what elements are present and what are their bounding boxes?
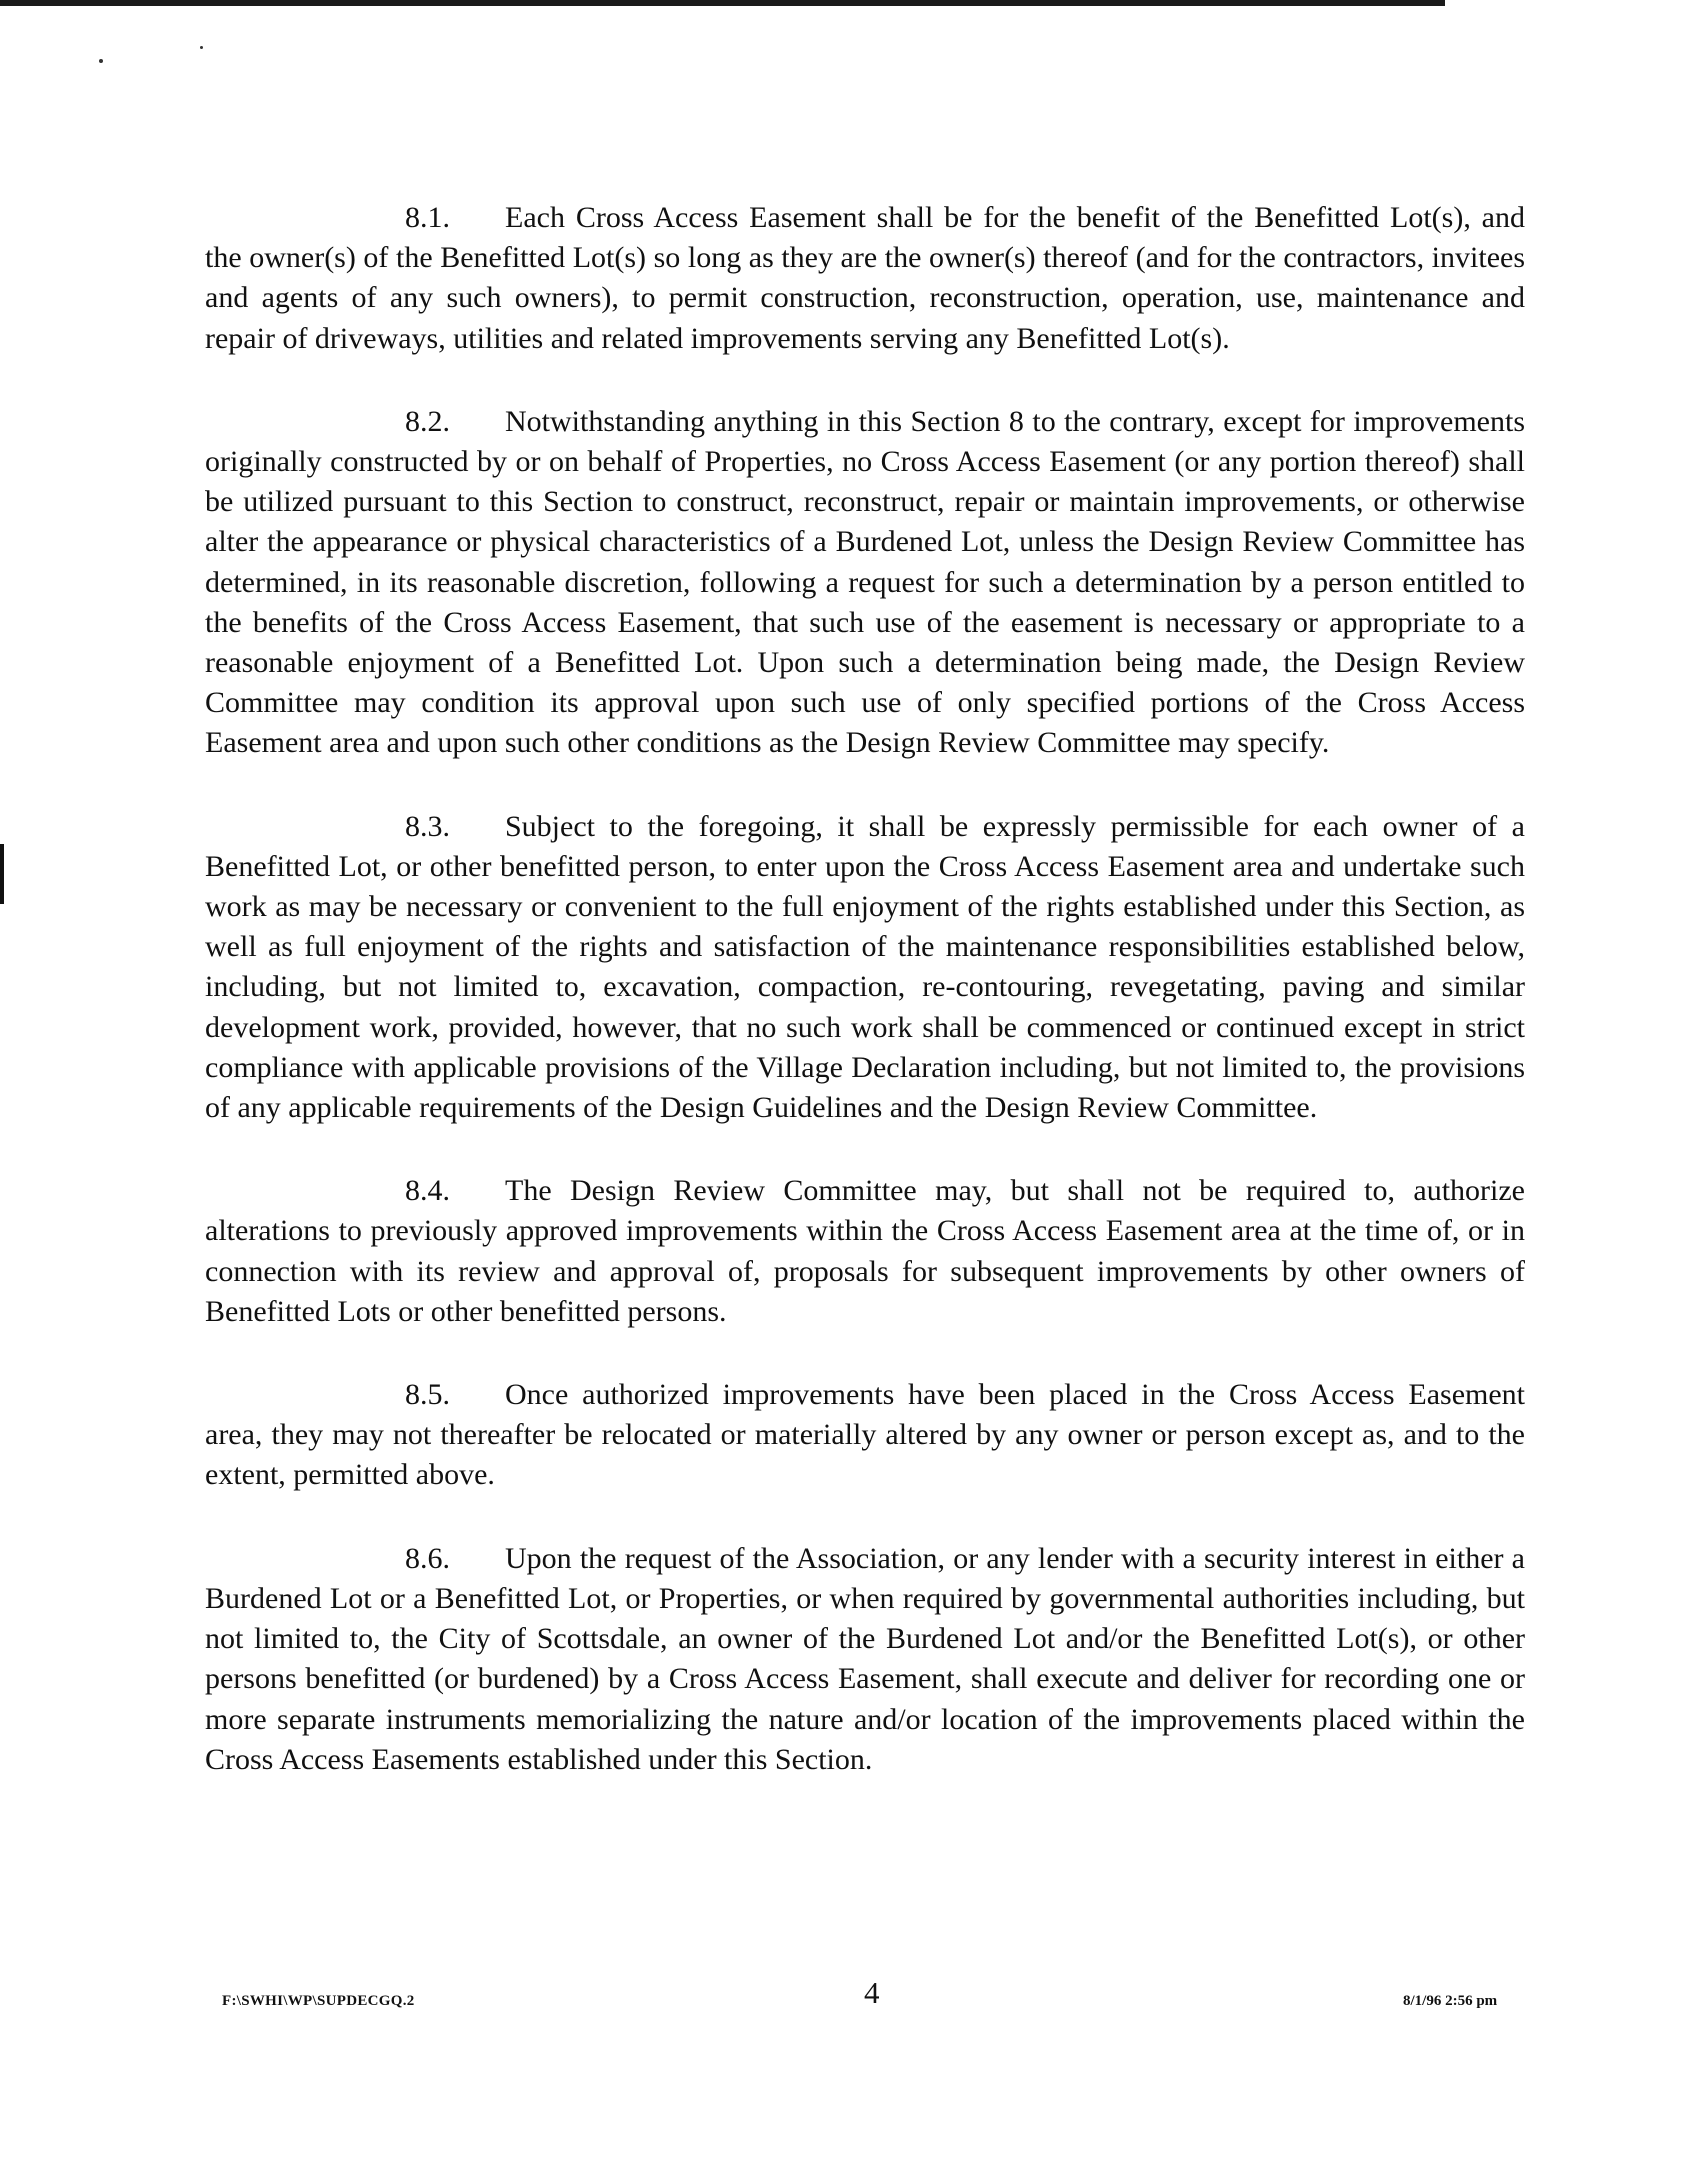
section-8-5 — [205, 1375, 1525, 1496]
section-number: 8.1. — [405, 201, 450, 234]
section-8-3 — [205, 807, 1525, 1129]
scan-edge-mark — [0, 844, 4, 904]
section-8-1 — [205, 198, 1525, 359]
scan-speck — [200, 46, 203, 49]
scan-speck — [99, 59, 103, 63]
section-text: The Design Review Committee may, but shall not be required to, authorize alterations to previously approved improvements within the Cross Access Easement area at the time of, or in connection with its review and approval of, proposals for subsequent improvements by other owners of Benefitted Lots or other benefitted persons. — [205, 1174, 1525, 1328]
section-text: Subject to the foregoing, it shall be expressly permissible for each owner of a Benefitted Lot, or other benefitted person, to enter upon the Cross Access Easement area and undertake such work as may be necessary or convenient to the full enjoyment of the rights established under this Section, as well as full enjoyment of the rights and satisfaction of the maintenance responsibilities established below, including, but not limited to, excavation, compaction, re-contouring, revegetating, paving and similar development work, provided, however, that no such work shall be commenced or continued except in strict compliance with applicable provisions of the Village Declaration including, but not limited to, the provisions of any applicable requirements of the Design Guidelines and the Design Review Committee. — [205, 809, 1525, 1125]
section-text: Upon the request of the Association, or any lender with a security interest in either a Burdened Lot or a Benefitted Lot, or Properties, or when required by governmental authorities including, but not limited to, the City of Scottsdale, an owner of the Burdened Lot and/or the Benefitted Lot(s), or other persons benefitted (or burdened) by a Cross Access Easement, shall execute and deliver for recording one or more separate instruments memorializing the nature and/or location of the improvements placed within the Cross Access Easements established under this Section. — [205, 1541, 1525, 1776]
section-number: 8.6. — [405, 1541, 450, 1575]
footer-file-path: F:\SWHI\WP\SUPDECGQ.2 — [222, 1993, 415, 2009]
section-number: 8.4. — [405, 1174, 450, 1208]
section-number: 8.2. — [405, 404, 450, 438]
section-text: Once authorized improvements have been placed in the Cross Access Easement area, they may not thereafter be relocated or materially altered by any owner or person except as, and to the extent, permitted above. — [205, 1378, 1525, 1492]
section-text: Notwithstanding anything in this Section 8 to the contrary, except for improvements originally constructed by or on behalf of Properties, no Cross Access Easement (or any portion thereof) shall be utilized pursuant to this Section to construct, reconstruct, repair or maintain improvements, or otherwise alter the appearance or physical characteristics of a Burdened Lot, unless the Design Review Committee has determined, in its reasonable discretion, following a request for such a determination by a person entitled to the benefits of the Cross Access Easement, that such use of the easement is necessary or appropriate to a reasonable enjoyment of a Benefitted Lot. Upon such a determination being made, the Design Review Committee may condition its approval upon such use of only specified portions of the Cross Access Easement area and upon such other conditions as the Design Review Committee may specify. — [205, 404, 1525, 760]
footer-date-time: 8/1/96 2:56 pm — [1403, 1993, 1498, 2009]
document-body — [205, 198, 1525, 1823]
scan-top-edge — [0, 0, 1445, 6]
section-text: Each Cross Access Easement shall be for the benefit of the Benefitted Lot(s), and the owner(s) of the Benefitted Lot(s) so long as they are the owner(s) thereof (and for the contractors, invitees and agents of any such owners), to permit construction, reconstruction, operation, use, maintenance and repair of driveways, utilities and related improvements serving any Benefitted Lot(s). — [205, 201, 1525, 355]
page-number: 4 — [864, 1975, 880, 2010]
section-8-6 — [205, 1539, 1525, 1780]
section-8-2 — [205, 402, 1525, 764]
page-footer — [0, 1975, 1696, 2015]
section-8-4 — [205, 1171, 1525, 1332]
section-number: 8.5. — [405, 1378, 450, 1412]
section-number: 8.3. — [405, 809, 450, 843]
